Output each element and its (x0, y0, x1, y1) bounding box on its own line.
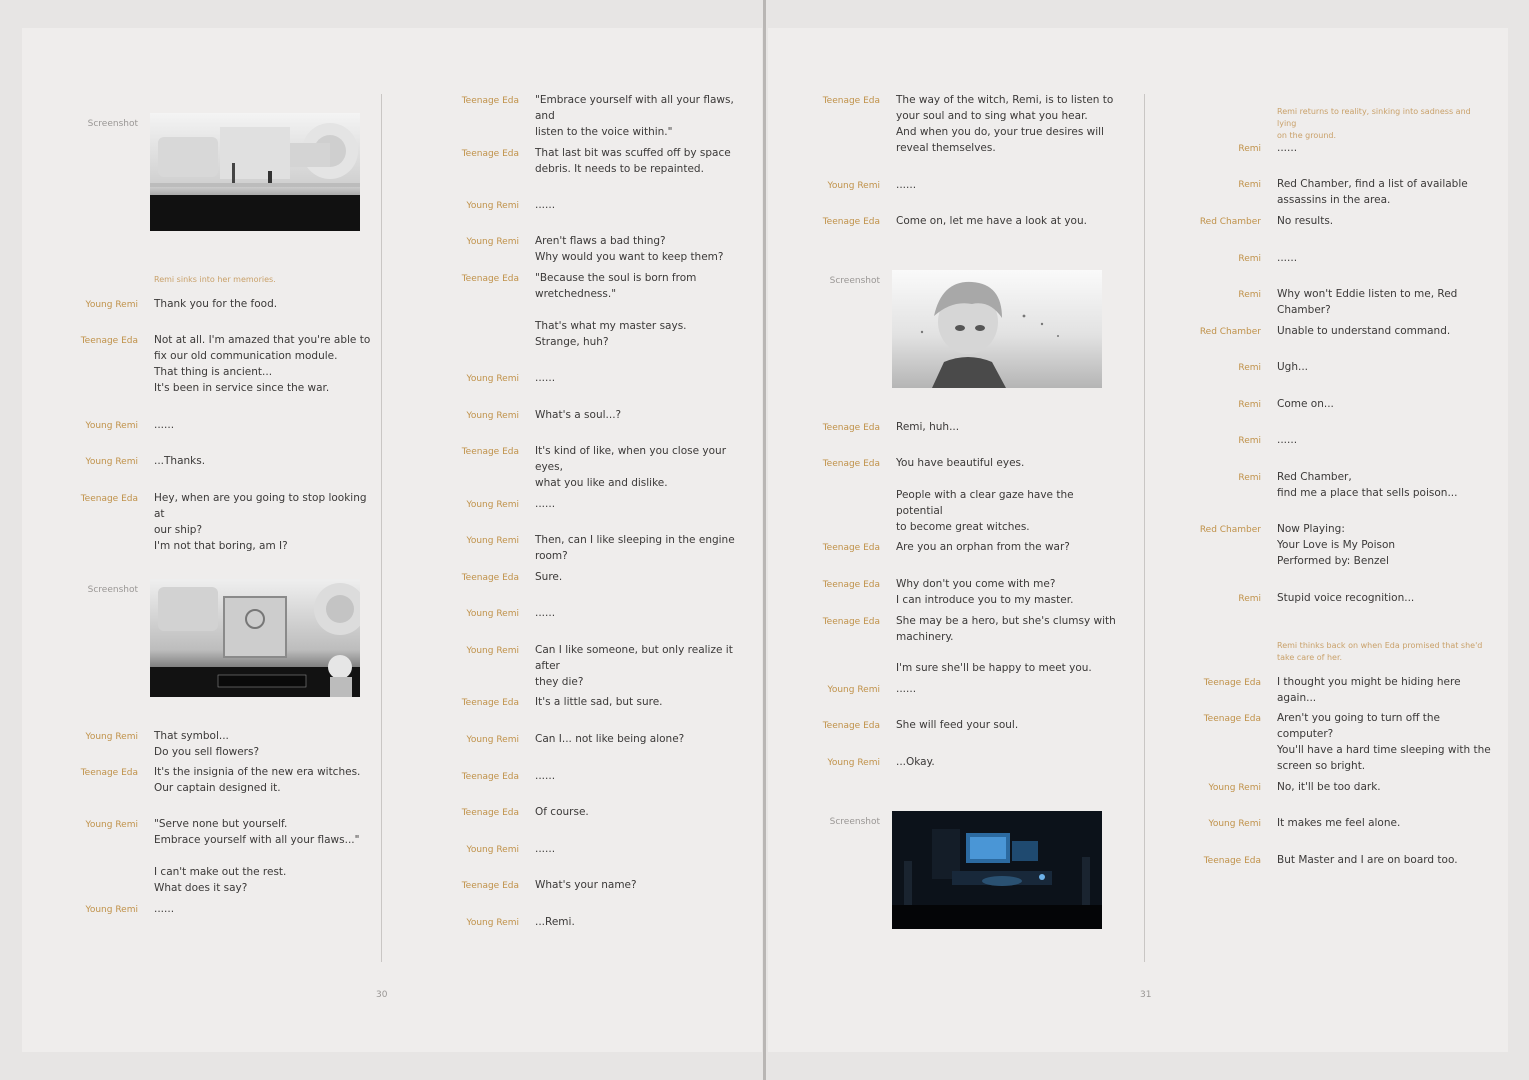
speaker-label-teenage-eda: Teenage Eda (1203, 856, 1261, 866)
speaker-label-young-remi: Young Remi (827, 685, 880, 695)
speaker-label-remi: Remi (1238, 254, 1261, 264)
speaker-label-remi: Remi (1238, 473, 1261, 483)
dialogue-text: Red Chamber, find me a place that sells poison... (1277, 471, 1458, 499)
speaker-label-teenage-eda: Teenage Eda (461, 149, 519, 159)
speaker-label-young-remi: Young Remi (85, 300, 138, 310)
speaker-label-young-remi: Young Remi (466, 500, 519, 510)
left-page (22, 28, 762, 1052)
dialogue-text: No, it'll be too dark. (1277, 781, 1381, 793)
dialogue-text: ...... (1277, 142, 1298, 154)
right-page-column-2 (1167, 28, 1507, 1052)
dialogue-text: Can I like someone, but only realize it after they die? (535, 644, 733, 688)
speaker-label-young-remi: Young Remi (466, 237, 519, 247)
dialogue-text: She may be a hero, but she's clumsy with machinery. (896, 615, 1116, 643)
book-spine (763, 0, 766, 1080)
column-divider (381, 94, 382, 962)
speaker-label-young-remi: Young Remi (466, 536, 519, 546)
dialogue-text: "Because the soul is born from wretchedness." (535, 272, 697, 300)
dialogue-text: Not at all. I'm amazed that you're able to fix our old communication module. That thing is ancient... It's been in service since the war. (154, 334, 371, 394)
dialogue-text: ...Remi. (535, 916, 575, 928)
screenshot-label: Screenshot (87, 119, 138, 129)
speaker-label-teenage-eda: Teenage Eda (822, 423, 880, 433)
dialogue-text: "Serve none but yourself. Embrace yourself with all your flaws..." (154, 818, 360, 846)
page-number: 31 (1140, 990, 1152, 1000)
screenshot-label: Screenshot (829, 817, 880, 827)
dialogue-text: Red Chamber, find a list of available assassins in the area. (1277, 178, 1468, 206)
dialogue-text: ...... (1277, 434, 1298, 446)
grayscale-remi-portrait-image (892, 270, 1102, 388)
dialogue-text: ...... (535, 843, 556, 855)
dialogue-text: ...Okay. (896, 756, 935, 768)
speaker-label-teenage-eda: Teenage Eda (80, 768, 138, 778)
screenshot-label: Screenshot (829, 276, 880, 286)
dialogue-text: What's your name? (535, 879, 637, 891)
speaker-label-teenage-eda: Teenage Eda (461, 573, 519, 583)
speaker-label-teenage-eda: Teenage Eda (461, 698, 519, 708)
page-number: 30 (376, 990, 388, 1000)
right-page (768, 28, 1508, 1052)
speaker-label-remi: Remi (1238, 400, 1261, 410)
dialogue-text: She will feed your soul. (896, 719, 1019, 731)
speaker-label-teenage-eda: Teenage Eda (822, 580, 880, 590)
speaker-label-teenage-eda: Teenage Eda (822, 217, 880, 227)
speaker-label-teenage-eda: Teenage Eda (461, 808, 519, 818)
screenshot-label: Screenshot (87, 585, 138, 595)
speaker-label-young-remi: Young Remi (466, 845, 519, 855)
speaker-label-young-remi: Young Remi (466, 201, 519, 211)
speaker-label-red-chamber: Red Chamber (1199, 217, 1261, 227)
speaker-label-teenage-eda: Teenage Eda (822, 96, 880, 106)
dialogue-text: Aren't flaws a bad thing? Why would you want to keep them? (535, 235, 724, 263)
dialogue-text: "Embrace yourself with all your flaws, and listen to the voice within." (535, 94, 734, 138)
speaker-label-teenage-eda: Teenage Eda (1203, 714, 1261, 724)
speaker-label-young-remi: Young Remi (466, 646, 519, 656)
speaker-label-young-remi: Young Remi (466, 918, 519, 928)
dialogue-text: Hey, when are you going to stop looking at our ship? (154, 492, 367, 536)
speaker-label-young-remi: Young Remi (85, 820, 138, 830)
dialogue-text: ...... (154, 903, 175, 915)
stage-direction-text: Remi thinks back on when Eda promised that she'd take care of her. (1277, 641, 1483, 662)
grayscale-insignia-sign-scene-image (150, 579, 360, 697)
dialogue-text: Remi, huh... (896, 421, 960, 433)
dialogue-text: Stupid voice recognition... (1277, 592, 1415, 604)
dialogue-text: ...... (535, 770, 556, 782)
speaker-label-young-remi: Young Remi (85, 421, 138, 431)
dialogue-text: No results. (1277, 215, 1334, 227)
speaker-label-red-chamber: Red Chamber (1199, 525, 1261, 535)
dialogue-text: Now Playing: Your Love is My Poison Performed by: Benzel (1277, 523, 1396, 567)
left-page-column-1 (44, 28, 384, 1052)
speaker-label-young-remi: Young Remi (466, 609, 519, 619)
dialogue-text: Unable to understand command. (1277, 325, 1451, 337)
speaker-label-teenage-eda: Teenage Eda (822, 617, 880, 627)
dialogue-text: Of course. (535, 806, 589, 818)
dialogue-text: ...... (1277, 252, 1298, 264)
dialogue-text: You have beautiful eyes. (896, 457, 1025, 469)
dialogue-text: Come on... (1277, 398, 1334, 410)
speaker-label-teenage-eda: Teenage Eda (822, 721, 880, 731)
speaker-label-young-remi: Young Remi (85, 905, 138, 915)
column-divider (1144, 94, 1145, 962)
speaker-label-teenage-eda: Teenage Eda (461, 96, 519, 106)
speaker-label-remi: Remi (1238, 436, 1261, 446)
dialogue-text: Aren't you going to turn off the computer? You'll have a hard time sleeping with the screen so bright. (1277, 712, 1491, 772)
dialogue-text: It's kind of like, when you close your eyes, what you like and dislike. (535, 445, 727, 489)
speaker-label-young-remi: Young Remi (827, 758, 880, 768)
dialogue-text: Why won't Eddie listen to me, Red Chamber? (1277, 288, 1458, 316)
speaker-label-remi: Remi (1238, 363, 1261, 373)
dialogue-text: ...... (535, 498, 556, 510)
speaker-label-teenage-eda: Teenage Eda (461, 881, 519, 891)
dialogue-text: I thought you might be hiding here again... (1277, 676, 1461, 704)
dialogue-text: ...... (896, 179, 917, 191)
dialogue-text: Why don't you come with me? I can introduce you to my master. (896, 578, 1074, 606)
dialogue-text: That's what my master says. Strange, huh? (535, 320, 687, 348)
dark-blue-computer-room-image (892, 811, 1102, 929)
speaker-label-teenage-eda: Teenage Eda (461, 274, 519, 284)
speaker-label-teenage-eda: Teenage Eda (822, 459, 880, 469)
dialogue-text: I'm not that boring, am I? (154, 540, 288, 552)
dialogue-text: Thank you for the food. (154, 298, 278, 310)
stage-direction-text: Remi returns to reality, sinking into sadness and lying on the ground. (1277, 107, 1471, 140)
dialogue-text: But Master and I are on board too. (1277, 854, 1458, 866)
dialogue-text: ...... (535, 199, 556, 211)
dialogue-text: It makes me feel alone. (1277, 817, 1401, 829)
dialogue-text: Are you an orphan from the war? (896, 541, 1070, 553)
dialogue-text: Ugh... (1277, 361, 1309, 373)
speaker-label-young-remi: Young Remi (85, 457, 138, 467)
speaker-label-young-remi: Young Remi (466, 374, 519, 384)
speaker-label-remi: Remi (1238, 594, 1261, 604)
speaker-label-teenage-eda: Teenage Eda (80, 336, 138, 346)
dialogue-text: Then, can I like sleeping in the engine room? (535, 534, 735, 562)
dialogue-text: People with a clear gaze have the potential to become great witches. (896, 489, 1074, 533)
stage-direction-text: Remi sinks into her memories. (154, 275, 276, 284)
speaker-label-young-remi: Young Remi (466, 735, 519, 745)
dialogue-text: ...... (535, 372, 556, 384)
dialogue-text: The way of the witch, Remi, is to listen to your soul and to sing what you hear. And when you do, your true desires will reveal themselves. (896, 94, 1114, 154)
grayscale-ship-deck-scene-image (150, 113, 360, 231)
speaker-label-teenage-eda: Teenage Eda (461, 772, 519, 782)
dialogue-text: ...Thanks. (154, 455, 206, 467)
dialogue-text: That symbol... Do you sell flowers? (154, 730, 260, 758)
right-page-column-1 (786, 28, 1126, 1052)
dialogue-text: I can't make out the rest. What does it say? (154, 866, 287, 894)
speaker-label-young-remi: Young Remi (466, 411, 519, 421)
speaker-label-teenage-eda: Teenage Eda (80, 494, 138, 504)
dialogue-text: What's a soul...? (535, 409, 622, 421)
speaker-label-remi: Remi (1238, 144, 1261, 154)
left-page-column-2 (425, 28, 765, 1052)
speaker-label-teenage-eda: Teenage Eda (822, 543, 880, 553)
dialogue-text: Can I... not like being alone? (535, 733, 685, 745)
speaker-label-young-remi: Young Remi (827, 181, 880, 191)
speaker-label-remi: Remi (1238, 290, 1261, 300)
dialogue-text: Come on, let me have a look at you. (896, 215, 1087, 227)
dialogue-text: That last bit was scuffed off by space debris. It needs to be repainted. (535, 147, 731, 175)
speaker-label-young-remi: Young Remi (1208, 819, 1261, 829)
speaker-label-teenage-eda: Teenage Eda (1203, 678, 1261, 688)
speaker-label-young-remi: Young Remi (85, 732, 138, 742)
speaker-label-young-remi: Young Remi (1208, 783, 1261, 793)
dialogue-text: It's the insignia of the new era witches. Our captain designed it. (154, 766, 361, 794)
dialogue-text: Sure. (535, 571, 563, 583)
speaker-label-remi: Remi (1238, 180, 1261, 190)
speaker-label-red-chamber: Red Chamber (1199, 327, 1261, 337)
dialogue-text: ...... (535, 607, 556, 619)
dialogue-text: ...... (896, 683, 917, 695)
dialogue-text: It's a little sad, but sure. (535, 696, 663, 708)
speaker-label-teenage-eda: Teenage Eda (461, 447, 519, 457)
dialogue-text: ...... (154, 419, 175, 431)
dialogue-text: I'm sure she'll be happy to meet you. (896, 662, 1092, 674)
